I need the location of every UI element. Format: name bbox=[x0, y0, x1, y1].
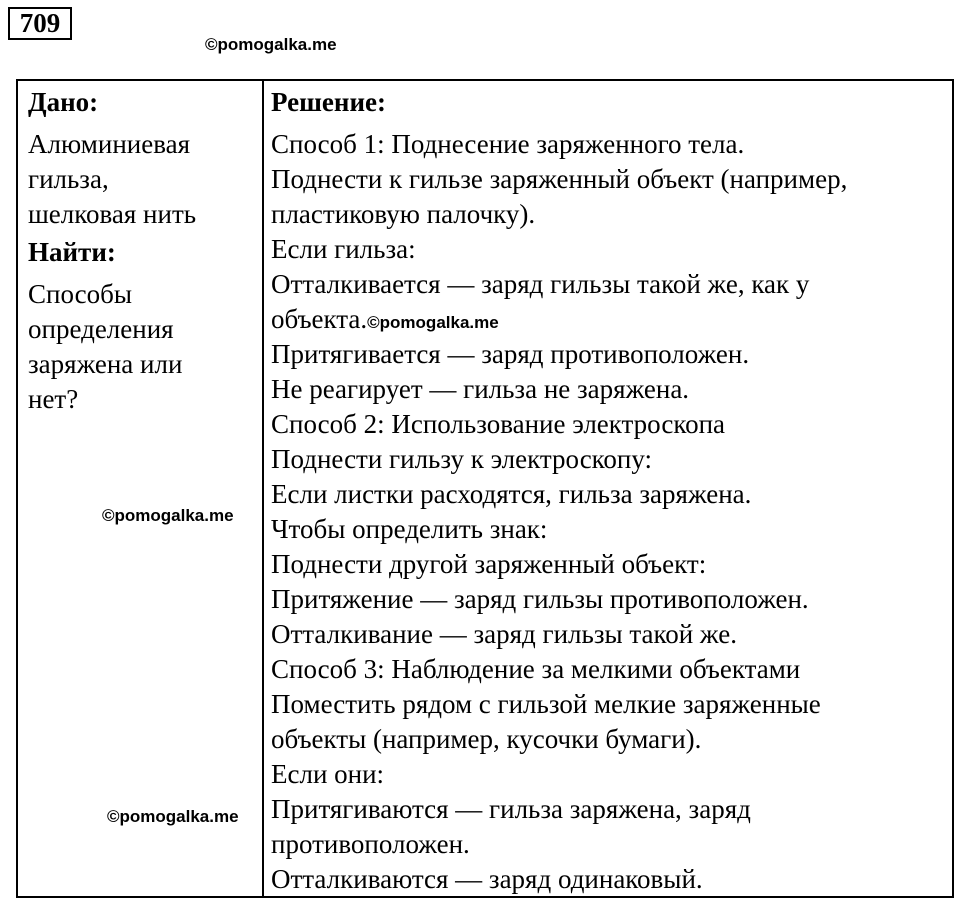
solution-line: Если листки расходятся, гильза заряжена. bbox=[271, 479, 752, 509]
given-line: гильза, bbox=[28, 164, 109, 194]
solution-line: Отталкиваются — заряд одинаковый. bbox=[271, 864, 703, 894]
solution-line: Отталкивается — заряд гильзы такой же, как у bbox=[271, 269, 810, 299]
solution-line: Поднести к гильзе заряженный объект (например, bbox=[271, 164, 848, 194]
given-heading: Дано: bbox=[28, 87, 99, 117]
solution-line: Поместить рядом с гильзой мелкие заряженные bbox=[271, 689, 821, 719]
solution-line: Поднести другой заряженный объект: bbox=[271, 549, 707, 579]
solution-column bbox=[271, 85, 951, 897]
find-text bbox=[28, 277, 256, 417]
find-line: заряжена или bbox=[28, 349, 183, 379]
solution-line: противоположен. bbox=[271, 829, 470, 859]
solution-line: Поднести гильзу к электроскопу: bbox=[271, 444, 653, 474]
solution-line: Не реагирует — гильза не заряжена. bbox=[271, 374, 690, 404]
solution-line: Притягиваются — гильза заряжена, заряд bbox=[271, 794, 751, 824]
given-line: шелковая нить bbox=[28, 199, 197, 229]
solution-line: Если они: bbox=[271, 759, 385, 789]
solution-line: пластиковую палочку). bbox=[271, 199, 536, 229]
watermark: ©pomogalka.me bbox=[367, 313, 499, 332]
solution-line: Отталкивание — заряд гильзы такой же. bbox=[271, 619, 737, 649]
solution-line: Притяжение — заряд гильзы противоположен. bbox=[271, 584, 809, 614]
find-line: Способы bbox=[28, 279, 132, 309]
watermark: ©pomogalka.me bbox=[205, 35, 337, 54]
column-divider bbox=[262, 81, 264, 896]
solution-line: Притягивается — заряд противоположен. bbox=[271, 339, 750, 369]
solution-line: Способ 1: Поднесение заряженного тела. bbox=[271, 129, 745, 159]
given-text bbox=[28, 127, 256, 232]
watermark: ©pomogalka.me bbox=[107, 807, 239, 826]
given-column bbox=[28, 85, 256, 417]
solution-line: Способ 3: Наблюдение за мелкими объектами bbox=[271, 654, 801, 684]
solution-line-text: объекта. bbox=[271, 304, 368, 334]
solution-line: объекты (например, кусочки бумаги). bbox=[271, 724, 702, 754]
given-line: Алюминиевая bbox=[28, 129, 190, 159]
solution-line bbox=[271, 302, 951, 337]
problem-number: 709 bbox=[8, 7, 72, 40]
find-heading: Найти: bbox=[28, 237, 116, 267]
solution-table bbox=[16, 79, 954, 898]
solution-line: Способ 2: Использование электроскопа bbox=[271, 409, 726, 439]
find-line: нет? bbox=[28, 384, 79, 414]
solution-heading: Решение: bbox=[271, 87, 386, 117]
find-line: определения bbox=[28, 314, 174, 344]
solution-line: Чтобы определить знак: bbox=[271, 514, 548, 544]
watermark: ©pomogalka.me bbox=[102, 506, 234, 525]
solution-line: Если гильза: bbox=[271, 234, 416, 264]
